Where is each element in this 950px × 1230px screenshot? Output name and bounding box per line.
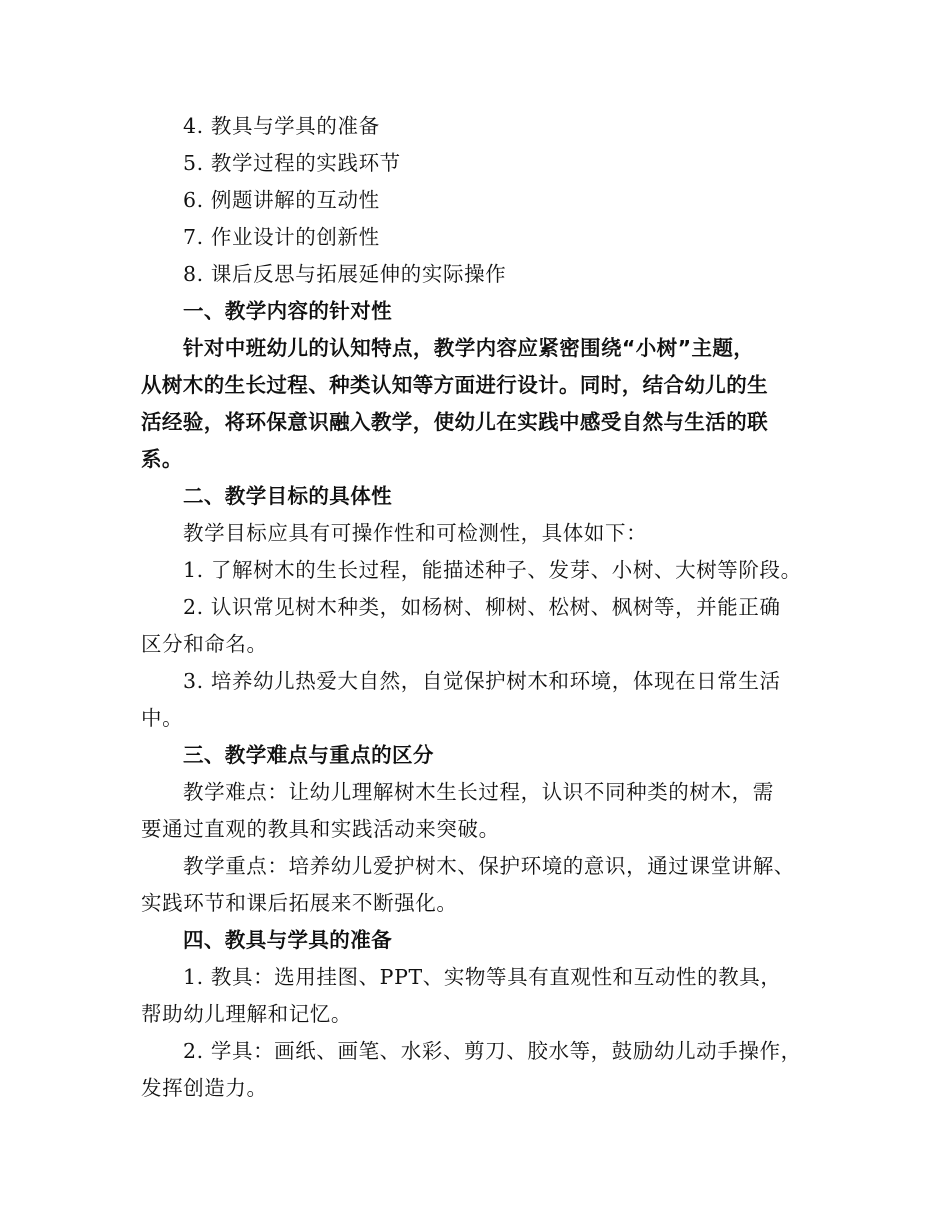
section-difficulty-and-key	[141, 737, 821, 922]
key-point-text-continued: 实践环节和课后拓展来不断强化。	[141, 891, 458, 915]
outline-item-6: 6. 例题讲解的互动性	[183, 188, 380, 212]
section-teaching-content	[141, 293, 821, 478]
section-teaching-goals	[141, 478, 821, 737]
outline-list	[141, 108, 821, 293]
section-heading: 三、教学难点与重点的区分	[183, 743, 434, 767]
learning-aids-text: 2. 学具：画纸、画笔、水彩、剪刀、胶水等，鼓励幼儿动手操作，	[183, 1039, 802, 1063]
key-point-text: 教学重点：培养幼儿爱护树木、保护环境的意识，通过课堂讲解、	[183, 854, 795, 878]
outline-item-8: 8. 课后反思与拓展延伸的实际操作	[183, 262, 507, 286]
teaching-aids-text: 1. 教具：选用挂图、PPT、实物等具有直观性和互动性的教具，	[183, 965, 782, 989]
goal-item-2-continued: 区分和命名。	[141, 632, 268, 656]
paragraph-line: 活经验，将环保意识融入教学，使幼儿在实践中感受自然与生活的联	[141, 410, 768, 434]
goals-intro: 教学目标应具有可操作性和可检测性，具体如下：	[183, 521, 648, 545]
outline-item-7: 7. 作业设计的创新性	[183, 225, 380, 249]
goal-item-3: 3. 培养幼儿热爱大自然，自觉保护树木和环境，体现在日常生活	[183, 669, 781, 693]
goal-item-3-continued: 中。	[141, 706, 184, 730]
outline-item-4: 4. 教具与学具的准备	[183, 114, 380, 138]
teaching-aids-text-continued: 帮助幼儿理解和记忆。	[141, 1002, 352, 1026]
outline-item-5: 5. 教学过程的实践环节	[183, 151, 401, 175]
difficulty-text-continued: 要通过直观的教具和实践活动来突破。	[141, 817, 500, 841]
paragraph-line: 系。	[141, 447, 183, 471]
section-heading: 一、教学内容的针对性	[183, 299, 392, 323]
paragraph-line: 针对中班幼儿的认知特点，教学内容应紧密围绕“小树”主题，	[183, 336, 755, 360]
document-page	[141, 108, 821, 1107]
goal-item-1: 1. 了解树木的生长过程，能描述种子、发芽、小树、大树等阶段。	[183, 558, 802, 582]
section-teaching-aids	[141, 922, 821, 1107]
goal-item-2: 2. 认识常见树木种类，如杨树、柳树、松树、枫树等，并能正确	[183, 595, 781, 619]
learning-aids-text-continued: 发挥创造力。	[141, 1076, 268, 1100]
paragraph-line: 从树木的生长过程、种类认知等方面进行设计。同时，结合幼儿的生	[141, 373, 768, 397]
section-heading: 二、教学目标的具体性	[183, 484, 392, 508]
difficulty-text: 教学难点：让幼儿理解树木生长过程，认识不同种类的树木，需	[183, 780, 774, 804]
section-heading: 四、教具与学具的准备	[183, 928, 392, 952]
